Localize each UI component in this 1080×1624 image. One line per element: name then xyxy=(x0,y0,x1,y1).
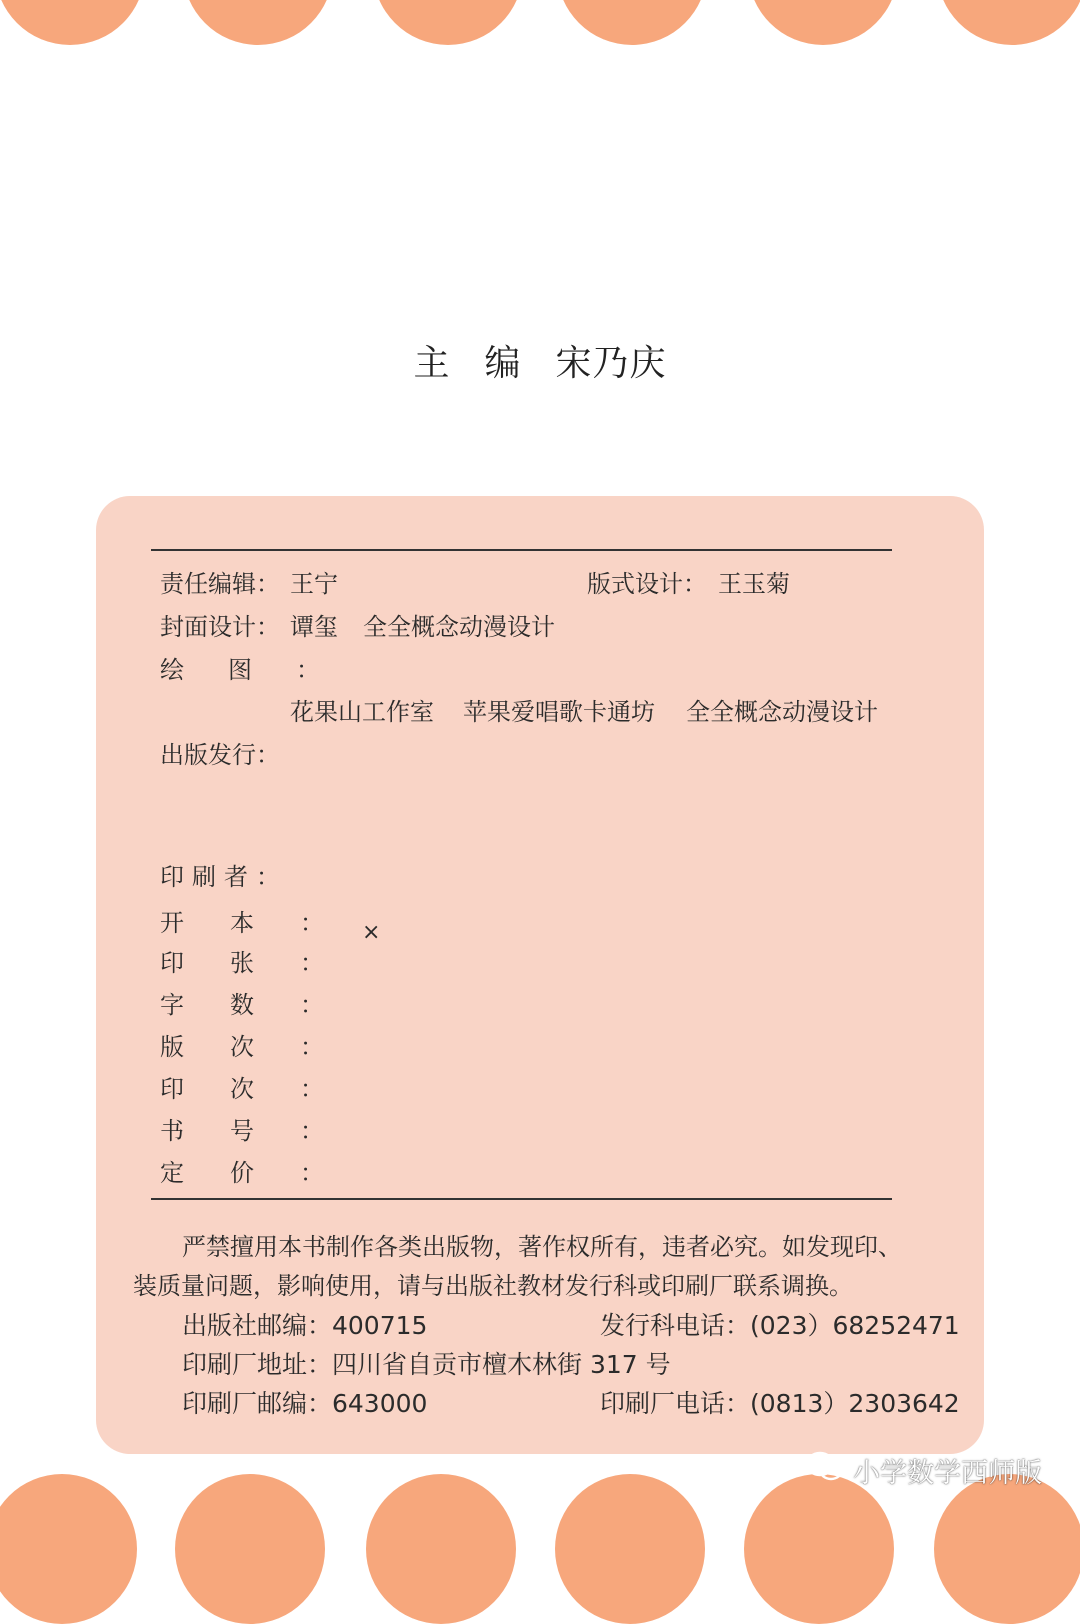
price-label: 定价： xyxy=(160,1159,370,1187)
printer-label: 印刷者： xyxy=(160,863,288,891)
decorative-circle xyxy=(555,1474,705,1624)
illustration-label: 绘图： xyxy=(160,656,364,684)
decorative-circle xyxy=(0,0,145,45)
cover-design-value: 谭玺 xyxy=(290,613,338,641)
copyright-notice-line-1: 严禁擅用本书制作各类出版物，著作权所有，违者必究。如发现印、 xyxy=(182,1233,902,1261)
illustration-studio-3: 全全概念动漫设计 xyxy=(686,698,878,726)
chief-editor-label-1: 主 xyxy=(413,343,451,384)
decorative-circle xyxy=(183,0,333,45)
decorative-circle xyxy=(175,1474,325,1624)
illustration-studio-1: 花果山工作室 xyxy=(290,698,434,726)
impression-label: 印次： xyxy=(160,1075,370,1103)
format-times-sign: × xyxy=(362,920,381,945)
chief-editor-label-2: 编 xyxy=(484,343,522,384)
decorative-circle xyxy=(744,1474,894,1624)
copyright-notice-line-2: 装质量问题，影响使用，请与出版社教材发行科或印刷厂联系调换。 xyxy=(133,1272,853,1300)
watermark xyxy=(805,1450,1042,1490)
publisher-label: 出版发行： xyxy=(160,741,280,769)
layout-design-value: 王玉菊 xyxy=(718,570,790,598)
layout-design-label: 版式设计： xyxy=(587,570,707,598)
decorative-circle xyxy=(937,0,1080,45)
publisher-postcode: 出版社邮编：400715 xyxy=(182,1311,428,1340)
decorative-circle xyxy=(366,1474,516,1624)
format-label: 开本： xyxy=(160,909,370,937)
word-count-label: 字数： xyxy=(160,991,370,1019)
responsible-editor-label: 责任编辑： xyxy=(160,570,280,598)
top-divider xyxy=(151,549,892,551)
cover-design-label: 封面设计： xyxy=(160,613,280,641)
printer-address: 印刷厂地址：四川省自贡市檀木林街 317 号 xyxy=(182,1350,671,1379)
decorative-circle xyxy=(748,0,898,45)
printer-postcode: 印刷厂邮编：643000 xyxy=(182,1389,428,1418)
printer-phone: 印刷厂电话：(0813）2303642 xyxy=(600,1389,960,1418)
watermark-text: 小学数学西师版 xyxy=(853,1457,1042,1489)
distribution-phone: 发行科电话：(023）68252471 xyxy=(600,1311,960,1340)
bottom-divider xyxy=(151,1198,892,1200)
edition-label: 版次： xyxy=(160,1033,370,1061)
cover-design-studio: 全全概念动漫设计 xyxy=(363,613,555,641)
chief-editor-name: 宋乃庆 xyxy=(555,343,667,384)
illustration-studio-2: 苹果爱唱歌卡通坊 xyxy=(463,698,655,726)
sheets-label: 印张： xyxy=(160,949,370,977)
chief-editor-line xyxy=(0,335,1080,386)
decorative-circle xyxy=(373,0,523,45)
decorative-circle xyxy=(557,0,707,45)
responsible-editor-value: 王宁 xyxy=(290,570,338,598)
decorative-circle xyxy=(934,1474,1080,1624)
wechat-icon xyxy=(805,1450,845,1491)
book-number-label: 书号： xyxy=(160,1117,370,1145)
decorative-circle xyxy=(0,1474,137,1624)
